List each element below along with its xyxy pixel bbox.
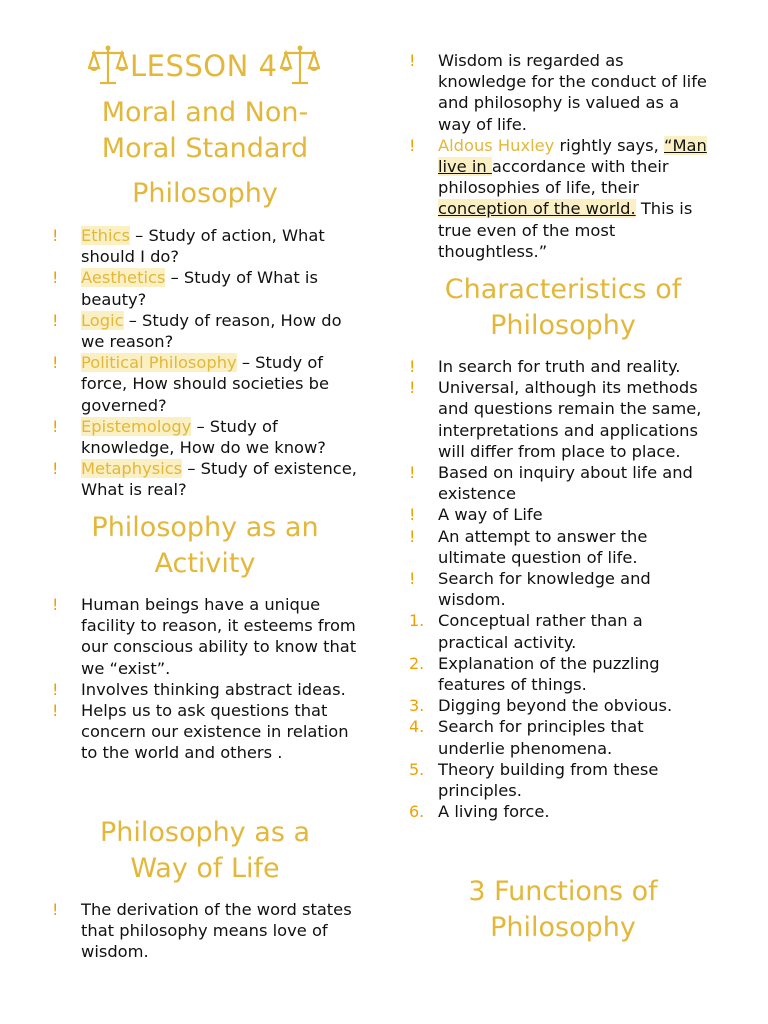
list-item: ! Human beings have a unique facility to reason, it esteems from our conscious ability to know that we “exist”.	[52, 595, 357, 678]
list-item: ! The derivation of the word states that philosophy means love of wisdom.	[52, 900, 352, 962]
list-item: ! In search for truth and reality.	[409, 357, 681, 376]
wisdom-list	[409, 50, 709, 262]
list-item: ! Helps us to ask questions that concern our existence in relation to the world and others .	[52, 701, 349, 763]
numbered-item: 5. Theory building from these principles.	[409, 759, 659, 801]
list-item: ! An attempt to answer the ultimate question of life.	[409, 526, 648, 567]
heading-functions: 3 Functions of Philosophy	[468, 876, 658, 943]
numbered-item: 6. A living force.	[409, 802, 550, 822]
list-item: ! Universal, although its methods and questions remain the same, interpretations and applications will differ from place to place.	[409, 378, 702, 461]
numbered-item: 4. Search for principles that underlie phenomena.	[409, 717, 644, 758]
list-item: ! Ethics – Study of action, What should I do?	[52, 226, 325, 267]
list-item: ! Aldous Huxley rightly says, “Man live in accordance with their philosophies of life, their conception of the world. This is true even of the most thoughtless.”	[409, 135, 707, 261]
list-item: ! A way of Life	[409, 505, 543, 525]
characteristics-list	[409, 356, 709, 822]
heading-activity: Philosophy as an Activity	[91, 512, 319, 579]
scales-icon	[280, 44, 320, 88]
lesson-title-row	[88, 40, 320, 92]
list-item: ! Epistemology – Study of knowledge, How do we know?	[52, 416, 326, 458]
list-item: ! Political Philosophy – Study of force, How should societies be governed?	[52, 353, 330, 415]
list-item: ! Metaphysics – Study of existence, What is real?	[52, 459, 357, 500]
list-item: ! Logic – Study of reason, How do we reason?	[52, 310, 342, 352]
activity-list	[52, 594, 360, 764]
heading-way-of-life: Philosophy as a Way of Life	[99, 817, 311, 884]
heading-moral-standard: Moral and Non- Moral Standard	[101, 97, 309, 164]
list-item: ! Aesthetics – Study of What is beauty?	[52, 268, 318, 309]
list-item: ! Wisdom is regarded as knowledge for the conduct of life and philosophy is valued as a way of life.	[409, 51, 707, 134]
scales-icon	[88, 44, 128, 88]
numbered-item: 3. Digging beyond the obvious.	[409, 696, 673, 716]
heading-philosophy: Philosophy	[132, 178, 278, 209]
numbered-item: 2. Explanation of the puzzling features of things.	[409, 653, 660, 695]
list-item: ! Search for knowledge and wisdom.	[409, 569, 651, 610]
branches-list	[52, 225, 360, 501]
heading-characteristics: Characteristics of Philosophy	[444, 274, 682, 341]
list-item: ! Involves thinking abstract ideas.	[52, 679, 346, 699]
list-item: ! Based on inquiry about life and existence	[409, 463, 693, 504]
numbered-item: 1. Conceptual rather than a practical activity.	[409, 611, 643, 652]
wayoflife-list	[52, 899, 360, 963]
lesson-title: LESSON 4	[130, 49, 278, 83]
